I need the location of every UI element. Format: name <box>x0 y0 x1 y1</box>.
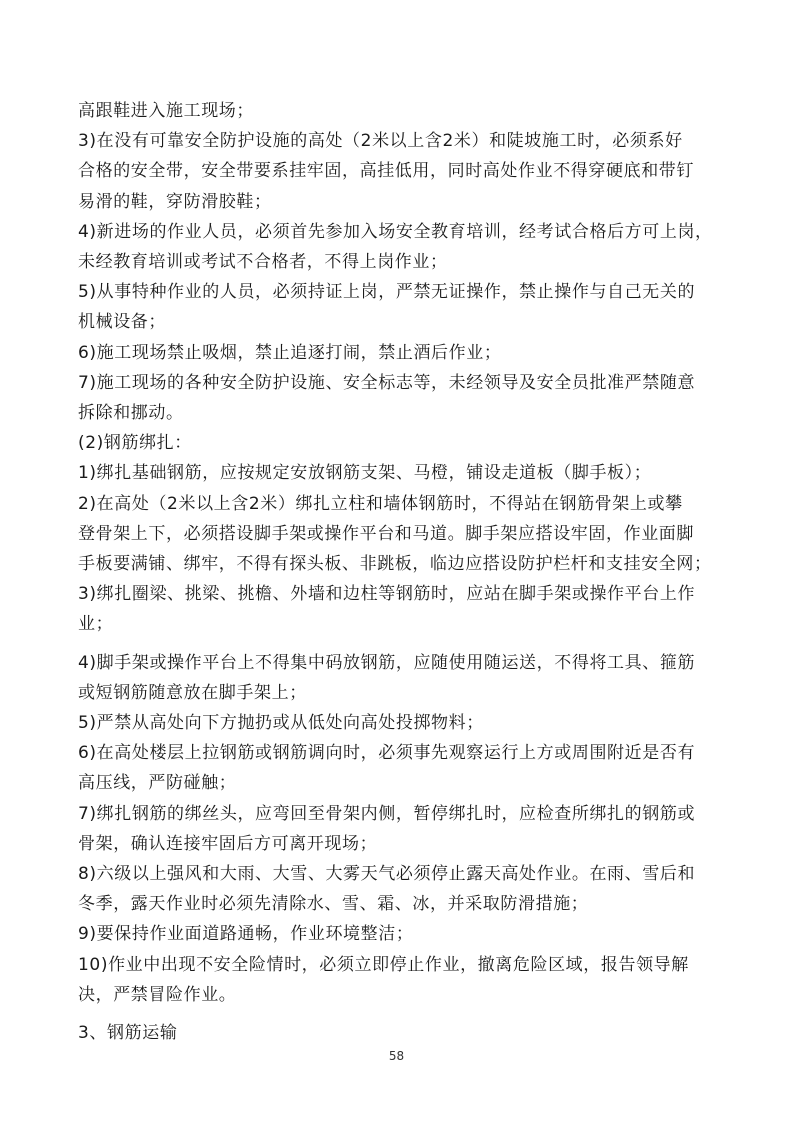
text-line: 4)新进场的作业人员，必须首先参加入场安全教育培训，经考试合格后方可上岗， <box>78 221 713 242</box>
text-line: 高跟鞋进入施工现场； <box>78 101 254 121</box>
text-line: 10)作业中出现不安全险情时，必须立即停止作业，撤离危险区域，报告领导解 <box>78 954 689 975</box>
text-line: 3)在没有可靠安全防护设施的高处（2米以上含2米）和陡坡施工时，必须系好 <box>78 131 683 152</box>
text-line: 7)绑扎钢筋的绑丝头，应弯回至骨架内侧，暂停绑扎时，应检查所绑扎的钢筋或 <box>78 803 696 824</box>
text-line: 合格的安全带，安全带要系挂牢固，高挂低用，同时高处作业不得穿硬底和带钉 <box>78 161 694 182</box>
text-line: 易滑的鞋，穿防滑胶鞋； <box>78 191 272 212</box>
text-line: 冬季，露天作业时必须先清除水、雪、霜、冰，并采取防滑措施； <box>78 894 589 915</box>
paragraph-gap <box>78 1010 730 1018</box>
text-line: 业； <box>78 614 114 635</box>
text-line: 骨架，确认连接牢固后方可离开现场； <box>78 833 378 854</box>
text-line: 3)绑扎圈梁、挑梁、挑檐、外墙和边柱等钢筋时，应站在脚手架或操作平台上作 <box>78 584 696 605</box>
text-line: 4)脚手架或操作平台上不得集中码放钢筋，应随使用随运送，不得将工具、箍筋 <box>78 652 696 673</box>
text-line: 拆除和挪动。 <box>78 403 184 424</box>
text-line: 5)从事特种作业的人员，必须持证上岗，严禁无证操作，禁止操作与自己无关的 <box>78 282 696 303</box>
section-heading: 3、钢筋运输 <box>78 1023 178 1044</box>
paragraph-gap <box>78 640 730 648</box>
text-line: 决，严禁冒险作业。 <box>78 984 237 1005</box>
section-heading: (2)钢筋绑扎： <box>78 433 192 454</box>
text-line: 9)要保持作业面道路通畅，作业环境整洁； <box>78 924 414 945</box>
text-line: 7)施工现场的各种安全防护设施、安全标志等，未经领导及安全员批准严禁随意 <box>78 372 696 393</box>
body-text <box>78 96 730 1048</box>
text-line: 5)严禁从高处向下方抛扔或从低处向高处投掷物料； <box>78 713 484 734</box>
text-line: 高压线，严防碰触； <box>78 773 237 794</box>
text-line: 手板要满铺、绑牢，不得有探头板、非跳板，临边应搭设防护栏杆和支挂安全网； <box>78 554 712 575</box>
text-line: 1)绑扎基础钢筋，应按规定安放钢筋支架、马橙，铺设走道板（脚手板）； <box>78 463 652 484</box>
text-line: 6)在高处楼层上拉钢筋或钢筋调向时，必须事先观察运行上方或周围附近是否有 <box>78 743 696 764</box>
text-line: 未经教育培训或考试不合格者，不得上岗作业； <box>78 252 448 273</box>
text-line: 8)六级以上强风和大雨、大雪、大雾天气必须停止露天高处作业。在雨、雪后和 <box>78 864 696 885</box>
text-line: 2)在高处（2米以上含2米）绑扎立柱和墙体钢筋时，不得站在钢筋骨架上或攀 <box>78 493 683 514</box>
text-line: 登骨架上下，必须搭设脚手架或操作平台和马道。脚手架应搭设牢固，作业面脚 <box>78 523 694 544</box>
page-number: 58 <box>388 1049 405 1063</box>
text-line: 或短钢筋随意放在脚手架上； <box>78 682 307 703</box>
text-line: 机械设备； <box>78 312 166 333</box>
text-line: 6)施工现场禁止吸烟，禁止追逐打闹，禁止酒后作业； <box>78 342 502 363</box>
